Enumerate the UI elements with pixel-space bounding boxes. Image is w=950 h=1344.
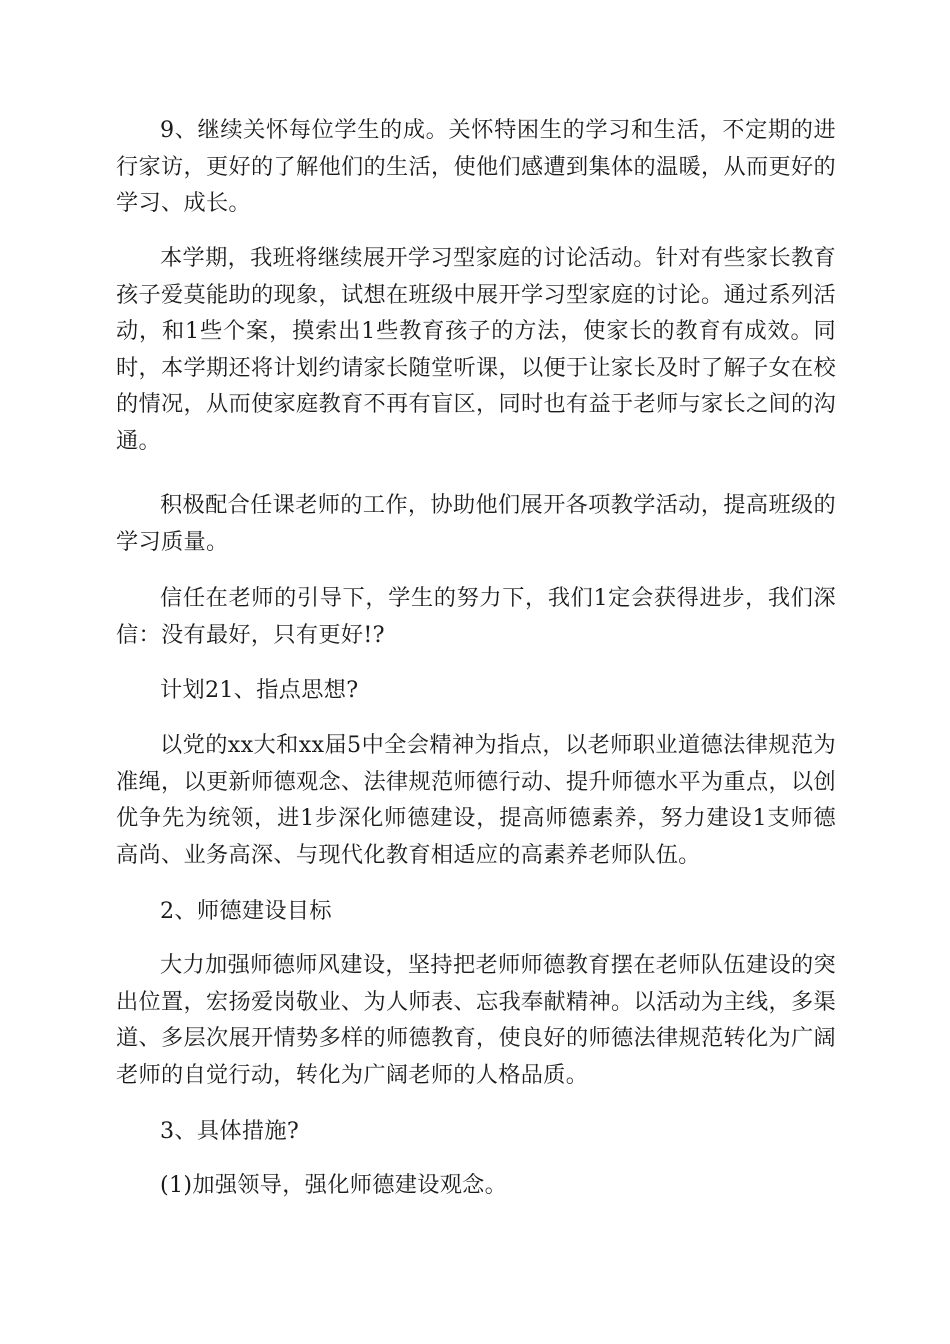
paragraph-cooperate-teachers: 积极配合任课老师的工作，协助他们展开各项教学活动，提高班级的学习质量。 bbox=[116, 492, 836, 555]
paragraph-learning-family: 本学期，我班将继续展开学习型家庭的讨论活动。针对有些家长教育孩子爱莫能助的现象，试想在班级中展开学习型家庭的讨论。通过系列活动，和1些个案，摸索出1些教育孩子的方法，使家长的教育有成效。同时，本学期还将计划约请家长随堂听课，以便于让家长及时了解子女在校的情况，从而使家庭教育不再有盲区，同时也有益于老师与家长之间的沟通。 bbox=[116, 245, 836, 454]
paragraph-believe-progress: 信任在老师的引导下，学生的努力下，我们1定会获得进步，我们深信：没有最好，只有更好!? bbox=[116, 585, 836, 648]
section-heading-measures: 3、具体措施? bbox=[160, 1118, 300, 1144]
paragraph-guiding-thought: 以党的xx大和xx届5中全会精神为指点，以老师职业道德法律规范为准绳，以更新师德观念、法律规范师德行动、提升师德水平为重点，以创优争先为统领，进1步深化师德建设，提高师德素养，努力建设1支师德高尚、业务高深、与现代化教育相适应的高素养老师队伍。 bbox=[116, 732, 836, 868]
paragraph-measure-1: (1)加强领导，强化师德建设观念。 bbox=[160, 1172, 508, 1198]
paragraph-goal-body: 大力加强师德师风建设，坚持把老师师德教育摆在老师队伍建设的突出位置，宏扬爱岗敬业、为人师表、忘我奉献精神。以活动为主线，多渠道、多层次展开情势多样的师德教育，使良好的师德法律规范转化为广阔老师的自觉行动，转化为广阔老师的人格品质。 bbox=[116, 952, 836, 1088]
section-heading-plan-2: 计划21、指点思想? bbox=[160, 677, 359, 703]
section-heading-goal: 2、师德建设目标 bbox=[160, 898, 332, 924]
paragraph-care-students: 9、继续关怀每位学生的成。关怀特困生的学习和生活，不定期的进行家访，更好的了解他们的生活，使他们感遭到集体的温暖，从而更好的学习、成长。 bbox=[116, 117, 836, 216]
